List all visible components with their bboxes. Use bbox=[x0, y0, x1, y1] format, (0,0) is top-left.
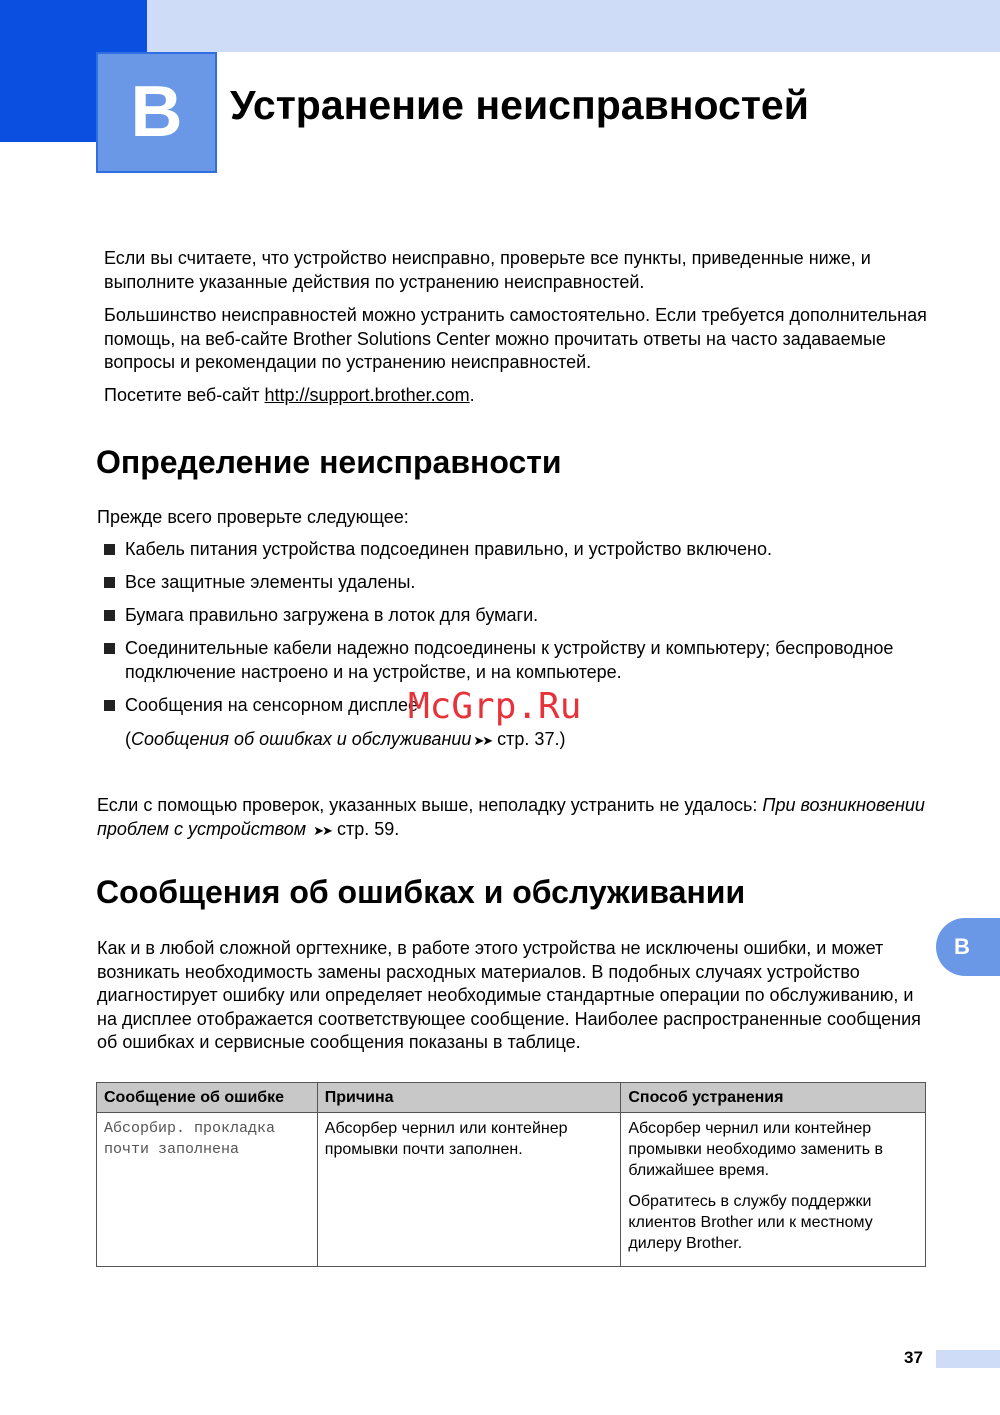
support-link[interactable]: http://support.brother.com bbox=[264, 385, 470, 405]
remedy-step: Обратитесь в службу поддержки клиентов Brother или к местному дилеру Brother. bbox=[628, 1193, 873, 1252]
diagnosis-lead: Прежде всего проверьте следующее: bbox=[97, 507, 409, 527]
column-header-cause: Причина bbox=[317, 1083, 621, 1113]
error-message-table bbox=[96, 1082, 926, 1267]
troubleshooting-reference[interactable]: При возникновении проблем с устройством bbox=[97, 795, 925, 839]
messages-description: Как и в любой сложной оргтехнике, в работе этого устройства не исключены ошибки, и может возникать необходимость замены расходных материалов. В подобных случаях устройство диагностирует ошибку или определяет необходимые стандартные операции по обслуживанию, и на дисплее отображается соответствующее сообщение. Наиболее распространенные сообщения об ошибках и сервисные сообщения показаны в таблице. bbox=[97, 938, 921, 1052]
table-row bbox=[97, 1113, 926, 1267]
watermark: McGrp.Ru bbox=[408, 686, 582, 727]
checklist-item: Кабель питания устройства подсоединен правильно, и устройство включено. bbox=[104, 538, 924, 562]
page-number-bar bbox=[936, 1350, 1000, 1368]
column-header-remedy: Способ устранения bbox=[621, 1083, 926, 1113]
intro-paragraph-3 bbox=[104, 384, 934, 408]
remedy-cell bbox=[621, 1113, 926, 1267]
cause-cell: Абсорбер чернил или контейнер промывки почти заполнен. bbox=[317, 1113, 621, 1267]
visit-suffix: . bbox=[469, 385, 475, 405]
intro-paragraph-2: Большинство неисправностей можно устранить самостоятельно. Если требуется дополнительная помощь, на веб-сайте Brother Solutions Center можно прочитать ответы на часто задаваемые вопросы и рекомендации по устранению неисправностей. bbox=[104, 305, 927, 372]
remedy-step: Абсорбер чернил или контейнер промывки необходимо заменить в ближайшее время. bbox=[628, 1120, 883, 1179]
bullet-square-icon bbox=[104, 610, 115, 621]
chapter-letter-box: B bbox=[96, 52, 217, 173]
bullet-square-icon bbox=[104, 643, 115, 654]
section-heading-messages: Сообщения об ошибках и обслуживании bbox=[96, 874, 746, 910]
header-band-light bbox=[147, 0, 1000, 52]
double-arrow-icon: ➤➤ bbox=[313, 822, 331, 838]
diagnosis-closing: Если с помощью проверок, указанных выше, неполадку устранить не удалось: При возникновении проблем с устройством ➤➤ стр. 59. bbox=[97, 795, 925, 839]
column-header-message: Сообщение об ошибке bbox=[97, 1083, 318, 1113]
checklist-item: Все защитные элементы удалены. bbox=[104, 571, 924, 595]
double-arrow-icon: ➤➤ bbox=[473, 733, 492, 748]
bullet-square-icon bbox=[104, 700, 115, 711]
checklist-item: Бумага правильно загружена в лоток для бумаги. bbox=[104, 604, 924, 628]
table-header-row bbox=[97, 1083, 926, 1113]
page-number: 37 bbox=[904, 1348, 923, 1367]
checklist-item: Соединительные кабели надежно подсоединены к устройству и компьютеру; беспроводное подключение настроено и на устройстве, и на компьютере. bbox=[104, 637, 924, 684]
cross-reference-title[interactable]: Сообщения об ошибках и обслуживании bbox=[131, 729, 472, 749]
chapter-side-tab: B bbox=[936, 918, 1000, 976]
cross-reference: (Сообщения об ошибках и обслуживании ➤➤ стр. 37.) bbox=[125, 729, 566, 749]
bullet-square-icon bbox=[104, 544, 115, 555]
visit-prefix: Посетите веб-сайт bbox=[104, 385, 265, 405]
chapter-title: Устранение неисправностей bbox=[230, 82, 809, 128]
checklist-item: Сообщения на сенсорном дисплее bbox=[104, 694, 924, 718]
error-message-cell: Абсорбир. прокладка почти заполнена bbox=[97, 1113, 318, 1267]
intro-paragraph-1: Если вы считаете, что устройство неисправно, проверьте все пункты, приведенные ниже, и выполните указанные действия по устранению неисправностей. bbox=[104, 248, 871, 292]
section-heading-diagnosis: Определение неисправности bbox=[96, 444, 562, 480]
bullet-square-icon bbox=[104, 577, 115, 588]
